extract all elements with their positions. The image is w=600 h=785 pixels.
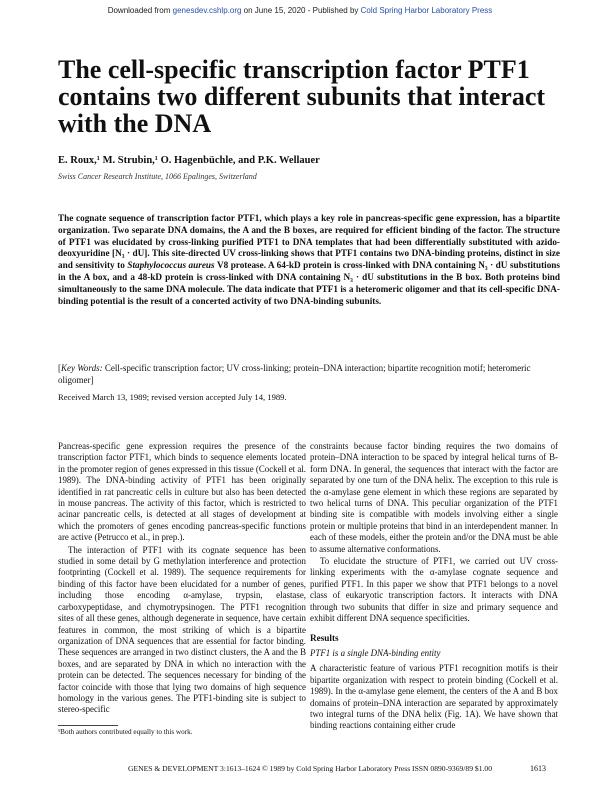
article-title: The cell-specific transcription factor PTF1 contains two different subunits that interact with the DNA xyxy=(58,55,546,138)
download-middle: on June 15, 2020 - Published by xyxy=(243,6,359,15)
download-notice xyxy=(0,6,600,15)
author-list: E. Roux,¹ M. Strubin,¹ O. Hagenbüchle, and P.K. Wellauer xyxy=(58,155,320,166)
body-paragraph: To elucidate the structure of PTF1, we carried out UV cross-linking experiments with the α-amylase cognate sequence and purified PTF1. In this paper we show that PTF1 belongs to a novel class of eukaryotic transcription factors. It interacts with DNA through two subunits that differ in size and primary sequence and exhibit different DNA sequence specificities. xyxy=(310,556,558,624)
abstract-part-2: V8 protease. A 64-kD protein is cross-linked with DNA containing N₃ · dU substitutions in the A box, and a 48-kD protein is cross-linked with DNA containing N₃ · dU substitutions in the B box. Both proteins bind simultaneously to the same DNA molecule. The data indicate that PTF1 is a heteromeric oligomer and that its cell-specific DNA-binding potential is the result of a concerted activity of two DNA-binding subunits. xyxy=(58,260,560,306)
body-paragraph: constraints because factor binding requires the two domains of protein–DNA interaction to be spaced by integral helical turns of B-form DNA. In general, the sequences that interact with the factor are separated by one turn of the DNA helix. The exception to this rule is the α-amylase gene element in which these regions are separated by two helical turns of DNA. This peculiar organization of the PTF1 binding site is compatible with models involving either a single protein or multiple proteins that bind in an interdependent manner. In each of these models, either the protein and/or the DNA must be able to assume alternative conformations. xyxy=(310,441,558,554)
page-number: 1613 xyxy=(530,764,546,773)
footnote-divider xyxy=(58,725,118,726)
results-heading: Results xyxy=(310,632,339,643)
body-column-right xyxy=(310,441,558,732)
keywords-label: Key Words: xyxy=(61,363,103,373)
keywords: [Key Words: Cell-specific transcription factor; UV cross-linking; protein–DNA interaction; bipartite recognition motif; heteromeric oligomer] xyxy=(58,363,531,385)
abstract-species-name: Staphylococcus aureus xyxy=(127,260,215,271)
body-paragraph: Pancreas-specific gene expression requires the presence of the transcription factor PTF1, which binds to sequence elements located in the promoter region of genes expressed in this tissue (Cockell et al. 1989). The DNA-binding activity of PTF1 has been originally identified in rat pancreatic cells in culture but also has been detected in mouse pancreas. The activity of this factor, which is restricted to acinar pancreatic cells, is detected at all stages of development at which the promoters of genes encoding pancreas-specific functions are active (Petrucco et al., in prep.). xyxy=(58,441,306,543)
footnote: ¹Both authors contributed equally to this work. xyxy=(58,728,193,736)
affiliation: Swiss Cancer Research Institute, 1066 Epalinges, Switzerland xyxy=(58,172,257,181)
abstract-part-1: The cognate sequence of transcription factor PTF1, which plays a key role in pancreas-specific gene expression, has a bipartite organization. Two separate DNA domains, the A and the B boxes, are required for efficient binding of the factor. The structure of PTF1 was elucidated by cross-linking purified PTF1 to DNA templates that had been differentially substituted with azido-deoxyuridine [N₃ · dU]. This site-directed UV cross-linking shows that PTF1 contains two DNA-binding proteins, distinct in size and sensitivity to xyxy=(58,213,560,271)
received-dates: Received March 13, 1989; revised version accepted July 14, 1989. xyxy=(58,392,287,402)
journal-site-link[interactable]: genesdev.cshlp.org xyxy=(172,6,242,15)
results-subheading: PTF1 is a single DNA-binding entity xyxy=(310,647,441,658)
keywords-text: Cell-specific transcription factor; UV cross-linking; protein–DNA interaction; bipartite recognition motif; heteromeric oligomer] xyxy=(58,363,531,385)
download-prefix: Downloaded from xyxy=(107,6,171,15)
publisher-link[interactable]: Cold Spring Harbor Laboratory Press xyxy=(360,6,493,15)
body-paragraph: The interaction of PTF1 with its cognate sequence has been studied in some detail by G methylation interference and protection footprinting (Cockell et al. 1989). The sequence requirements for binding of this factor have been elucidated for a number of genes, including those encoding α-amylase, trypsin, elastase, carboxypeptidase, and chymotrypsinogen. The PTF1 recognition sites of all these genes, although degenerate in sequence, have certain features in common, the most striking of which is a bipartite organization of DNA sequences that are essential for factor binding. These sequences are arranged in two distinct clusters, the A and the B boxes, and are separated by DNA in which no interaction with the protein can be detected. The sequences necessary for binding of the factor coincide with those that lying two domains of high sequence homology in the various genes. The PTF1-binding site is subject to stereo-specific xyxy=(58,544,306,715)
body-column-left xyxy=(58,441,306,716)
journal-footer: GENES & DEVELOPMENT 3:1613–1624 © 1989 by Cold Spring Harbor Laboratory Press ISSN 0890-9369/89 $1.00 xyxy=(128,764,492,773)
abstract xyxy=(58,213,560,307)
body-paragraph: A characteristic feature of various PTF1 recognition motifs is their bipartite organization with respect to protein binding (Cockell et al. 1989). In the α-amylase gene element, the centers of the A and B box domains of protein–DNA interaction are separated by approximately two integral turns of the DNA helix (Fig. 1A). We have shown that binding reactions containing either crude xyxy=(310,663,558,731)
